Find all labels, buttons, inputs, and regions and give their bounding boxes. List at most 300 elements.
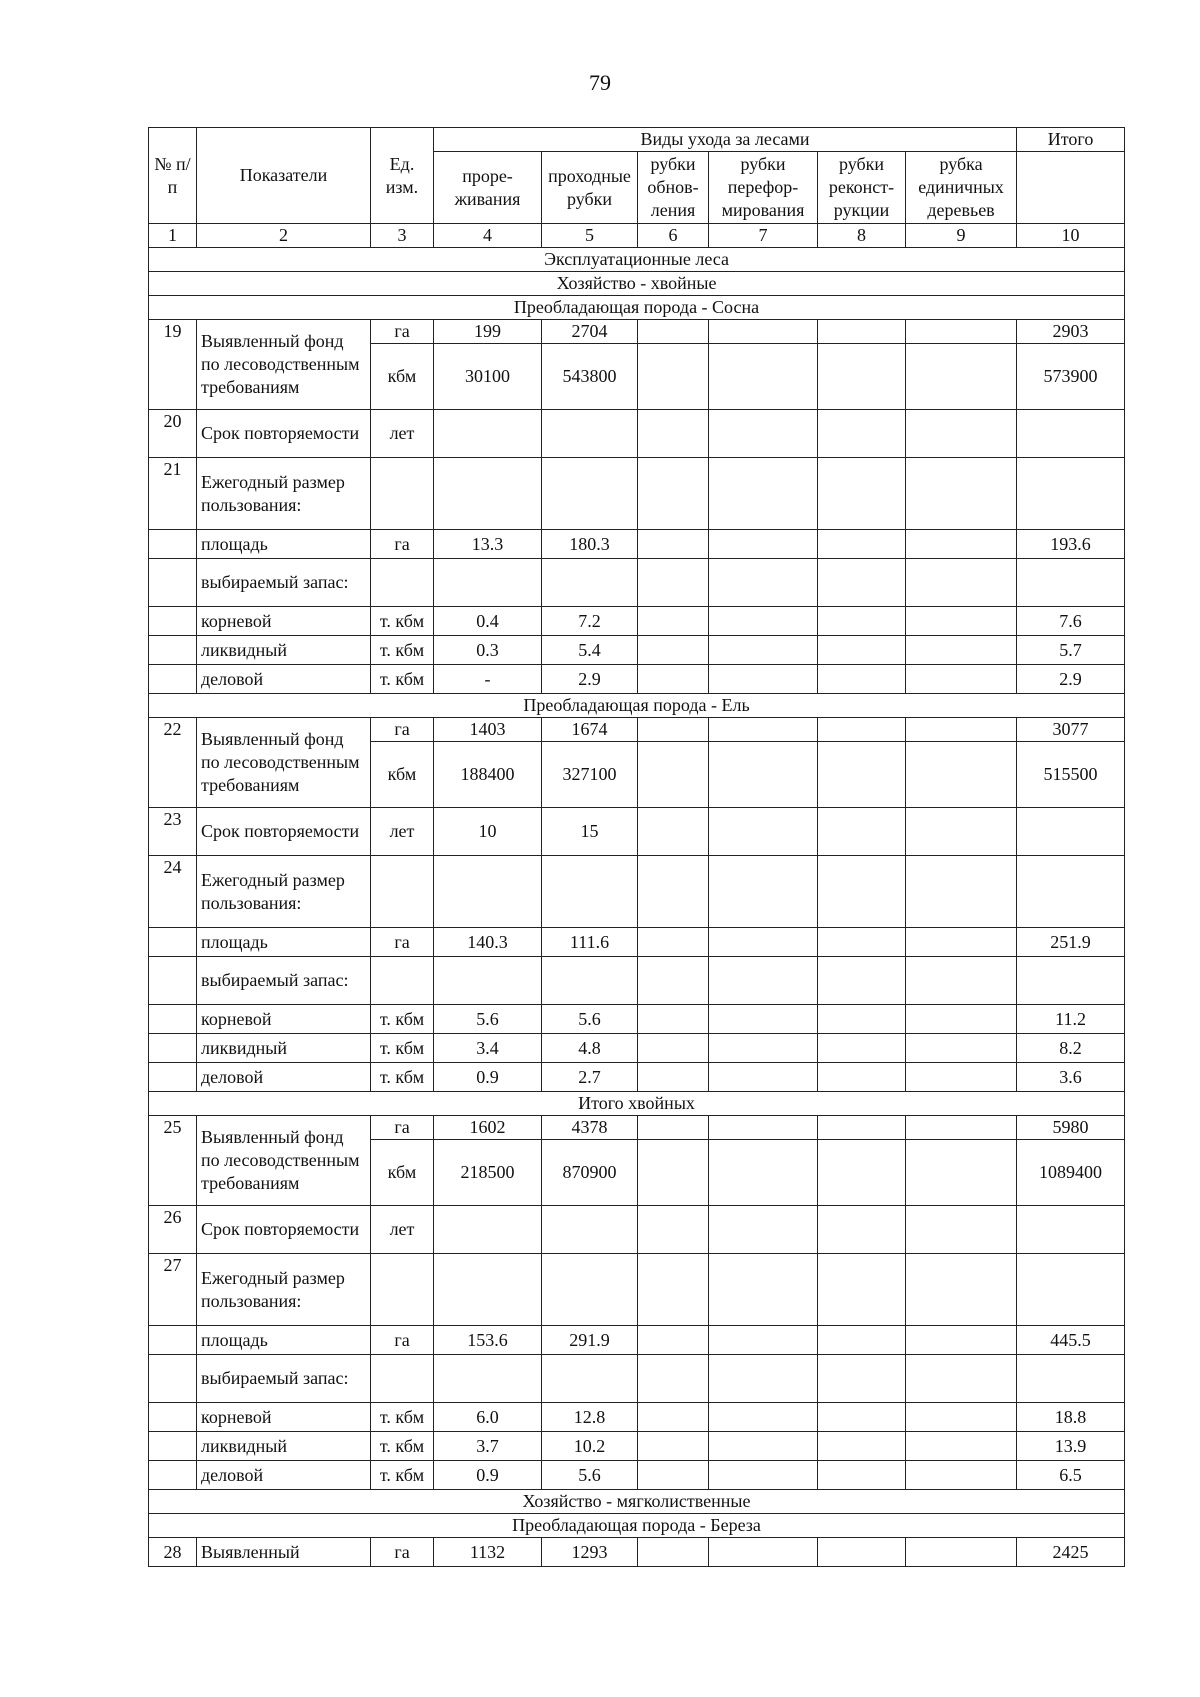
empty-cell [434, 1355, 542, 1403]
empty-cell [638, 344, 709, 410]
index-cell [149, 1063, 197, 1092]
empty-cell [818, 718, 906, 742]
unit-cell: т. кбм [371, 1403, 434, 1432]
unit-cell: кбм [371, 1140, 434, 1206]
empty-cell [638, 1034, 709, 1063]
empty-cell [638, 607, 709, 636]
empty-cell [638, 1326, 709, 1355]
empty-cell [638, 1116, 709, 1140]
value-passage [542, 1206, 638, 1254]
empty-cell [906, 718, 1017, 742]
unit-cell: т. кбм [371, 636, 434, 665]
empty-cell [709, 1461, 818, 1490]
value-thinning: 5.6 [434, 1005, 542, 1034]
indicator-label: выбираемый запас: [197, 559, 371, 607]
unit-cell: т. кбм [371, 1005, 434, 1034]
value-thinning: 188400 [434, 742, 542, 808]
empty-cell [906, 1206, 1017, 1254]
empty-cell [434, 856, 542, 928]
unit-cell: га [371, 928, 434, 957]
section-title: Преобладающая порода - Ель [149, 694, 1125, 718]
table-row [149, 1355, 1125, 1403]
header-total-empty [1017, 152, 1125, 224]
table-row [149, 928, 1125, 957]
empty-cell [709, 1140, 818, 1206]
empty-cell [818, 1326, 906, 1355]
unit-cell: т. кбм [371, 665, 434, 694]
unit-cell: т. кбм [371, 1461, 434, 1490]
empty-cell [638, 530, 709, 559]
empty-cell [638, 1432, 709, 1461]
section-row [149, 1490, 1125, 1514]
empty-cell [906, 1063, 1017, 1092]
empty-cell [906, 928, 1017, 957]
empty-cell [906, 530, 1017, 559]
indicator-label: площадь [197, 928, 371, 957]
value-total: 8.2 [1017, 1034, 1125, 1063]
value-thinning: 6.0 [434, 1403, 542, 1432]
header-row-1 [149, 128, 1125, 152]
empty-cell [542, 559, 638, 607]
unit-cell: га [371, 530, 434, 559]
empty-cell [709, 1355, 818, 1403]
value-total: 3.6 [1017, 1063, 1125, 1092]
value-passage [542, 410, 638, 458]
index-cell: 28 [149, 1538, 197, 1567]
empty-cell [818, 856, 906, 928]
value-total: 7.6 [1017, 607, 1125, 636]
index-cell [149, 1461, 197, 1490]
empty-cell [638, 1461, 709, 1490]
empty-cell [818, 607, 906, 636]
col-number: 1 [149, 224, 197, 248]
empty-cell [818, 665, 906, 694]
empty-cell [542, 458, 638, 530]
indicator-label: площадь [197, 1326, 371, 1355]
empty-cell [906, 1461, 1017, 1490]
value-thinning: 3.7 [434, 1432, 542, 1461]
empty-cell [709, 1116, 818, 1140]
empty-cell [371, 1355, 434, 1403]
empty-cell [709, 636, 818, 665]
empty-cell [1017, 808, 1125, 856]
empty-cell [709, 1254, 818, 1326]
value-total: 1089400 [1017, 1140, 1125, 1206]
table-row [149, 1403, 1125, 1432]
value-thinning: 13.3 [434, 530, 542, 559]
empty-cell [906, 410, 1017, 458]
indicator-label: Ежегодный размер пользования: [197, 458, 371, 530]
empty-cell [906, 1538, 1017, 1567]
table-row [149, 458, 1125, 530]
header-group: Виды ухода за лесами [434, 128, 1017, 152]
empty-cell [709, 808, 818, 856]
empty-cell [906, 1140, 1017, 1206]
value-thinning [434, 1206, 542, 1254]
value-total: 18.8 [1017, 1403, 1125, 1432]
value-total: 515500 [1017, 742, 1125, 808]
empty-cell [638, 410, 709, 458]
value-total: 11.2 [1017, 1005, 1125, 1034]
value-passage: 180.3 [542, 530, 638, 559]
empty-cell [638, 665, 709, 694]
index-cell [149, 1326, 197, 1355]
empty-cell [709, 1432, 818, 1461]
table-row [149, 856, 1125, 928]
section-title: Преобладающая порода - Сосна [149, 296, 1125, 320]
table-row [149, 957, 1125, 1005]
empty-cell [371, 1254, 434, 1326]
empty-cell [709, 344, 818, 410]
section-row [149, 296, 1125, 320]
value-thinning: 153.6 [434, 1326, 542, 1355]
empty-cell [638, 928, 709, 957]
value-total: 445.5 [1017, 1326, 1125, 1355]
table-row [149, 1432, 1125, 1461]
table-row [149, 1034, 1125, 1063]
empty-cell [434, 1254, 542, 1326]
table-row [149, 1005, 1125, 1034]
value-passage: 4.8 [542, 1034, 638, 1063]
empty-cell [638, 320, 709, 344]
indicator-label: Ежегодный размер пользования: [197, 1254, 371, 1326]
indicator-label: деловой [197, 1461, 371, 1490]
empty-cell [818, 1063, 906, 1092]
col-number: 5 [542, 224, 638, 248]
section-title: Хозяйство - хвойные [149, 272, 1125, 296]
table-row [149, 559, 1125, 607]
unit-cell: га [371, 1538, 434, 1567]
empty-cell [709, 530, 818, 559]
empty-cell [906, 344, 1017, 410]
indicator-label: Выявленный [197, 1538, 371, 1567]
empty-cell [542, 957, 638, 1005]
header-type-thinning: проре-живания [434, 152, 542, 224]
empty-cell [1017, 1254, 1125, 1326]
index-cell [149, 928, 197, 957]
indicator-label: ликвидный [197, 1432, 371, 1461]
empty-cell [709, 1403, 818, 1432]
indicator-label: ликвидный [197, 1034, 371, 1063]
empty-cell [818, 1461, 906, 1490]
index-cell [149, 1432, 197, 1461]
empty-cell [906, 1005, 1017, 1034]
empty-cell [1017, 856, 1125, 928]
section-title: Итого хвойных [149, 1092, 1125, 1116]
empty-cell [638, 1538, 709, 1567]
index-cell: 23 [149, 808, 197, 856]
empty-cell [818, 344, 906, 410]
empty-cell [709, 1005, 818, 1034]
index-cell: 20 [149, 410, 197, 458]
empty-cell [638, 718, 709, 742]
empty-cell [906, 1254, 1017, 1326]
empty-cell [709, 718, 818, 742]
value-passage: 327100 [542, 742, 638, 808]
empty-cell [371, 957, 434, 1005]
value-passage: 543800 [542, 344, 638, 410]
empty-cell [818, 559, 906, 607]
empty-cell [434, 957, 542, 1005]
empty-cell [709, 320, 818, 344]
table-row [149, 1254, 1125, 1326]
col-number: 4 [434, 224, 542, 248]
indicator-label: выбираемый запас: [197, 957, 371, 1005]
col-number: 8 [818, 224, 906, 248]
empty-cell [906, 665, 1017, 694]
empty-cell [709, 458, 818, 530]
unit-cell: лет [371, 808, 434, 856]
empty-cell [638, 458, 709, 530]
value-total: 6.5 [1017, 1461, 1125, 1490]
empty-cell [371, 856, 434, 928]
col-number: 2 [197, 224, 371, 248]
empty-cell [818, 410, 906, 458]
index-cell [149, 1403, 197, 1432]
empty-cell [638, 1005, 709, 1034]
empty-cell [906, 1034, 1017, 1063]
indicator-label: Срок повторяемости [197, 410, 371, 458]
value-passage: 5.6 [542, 1005, 638, 1034]
empty-cell [818, 957, 906, 1005]
value-total: 5.7 [1017, 636, 1125, 665]
indicator-label: Выявленный фонд по лесоводственным требованиям [197, 1116, 371, 1206]
empty-cell [818, 320, 906, 344]
empty-cell [818, 1355, 906, 1403]
value-total: 573900 [1017, 344, 1125, 410]
indicator-label: корневой [197, 1005, 371, 1034]
section-title: Эксплуатационные леса [149, 248, 1125, 272]
unit-cell: т. кбм [371, 607, 434, 636]
index-cell [149, 1355, 197, 1403]
value-passage: 5.6 [542, 1461, 638, 1490]
column-number-row [149, 224, 1125, 248]
empty-cell [638, 957, 709, 1005]
unit-cell: га [371, 320, 434, 344]
empty-cell [818, 1116, 906, 1140]
page-number: 79 [589, 70, 611, 95]
unit-cell: кбм [371, 742, 434, 808]
value-thinning: 140.3 [434, 928, 542, 957]
value-thinning: 0.9 [434, 1461, 542, 1490]
empty-cell [818, 808, 906, 856]
empty-cell [638, 559, 709, 607]
value-thinning: - [434, 665, 542, 694]
empty-cell [434, 458, 542, 530]
empty-cell [638, 1063, 709, 1092]
value-total: 193.6 [1017, 530, 1125, 559]
empty-cell [638, 636, 709, 665]
empty-cell [906, 1326, 1017, 1355]
empty-cell [542, 1355, 638, 1403]
empty-cell [818, 1538, 906, 1567]
header-type-renewal: рубки обнов-ления [638, 152, 709, 224]
index-cell: 25 [149, 1116, 197, 1206]
value-passage: 10.2 [542, 1432, 638, 1461]
value-total: 3077 [1017, 718, 1125, 742]
unit-cell: га [371, 718, 434, 742]
indicator-label: деловой [197, 1063, 371, 1092]
empty-cell [818, 1034, 906, 1063]
empty-cell [371, 559, 434, 607]
empty-cell [638, 1140, 709, 1206]
empty-cell [709, 665, 818, 694]
col-number: 10 [1017, 224, 1125, 248]
value-passage: 291.9 [542, 1326, 638, 1355]
unit-cell: га [371, 1116, 434, 1140]
unit-cell: т. кбм [371, 1034, 434, 1063]
empty-cell [638, 1355, 709, 1403]
empty-cell [818, 458, 906, 530]
header-type-passage: проходные рубки [542, 152, 638, 224]
empty-cell [906, 320, 1017, 344]
empty-cell [638, 1206, 709, 1254]
value-thinning: 10 [434, 808, 542, 856]
empty-cell [906, 458, 1017, 530]
value-total: 13.9 [1017, 1432, 1125, 1461]
section-row [149, 248, 1125, 272]
value-passage: 2.9 [542, 665, 638, 694]
table-row [149, 1538, 1125, 1567]
empty-cell [709, 1063, 818, 1092]
empty-cell [1017, 1206, 1125, 1254]
indicator-label: площадь [197, 530, 371, 559]
empty-cell [638, 1254, 709, 1326]
value-thinning: 199 [434, 320, 542, 344]
index-cell: 19 [149, 320, 197, 410]
value-thinning: 30100 [434, 344, 542, 410]
empty-cell [542, 856, 638, 928]
index-cell: 24 [149, 856, 197, 928]
index-cell [149, 607, 197, 636]
empty-cell [818, 530, 906, 559]
value-thinning: 0.3 [434, 636, 542, 665]
empty-cell [818, 1254, 906, 1326]
empty-cell [542, 1254, 638, 1326]
unit-cell: кбм [371, 344, 434, 410]
indicator-label: Срок повторяемости [197, 808, 371, 856]
empty-cell [1017, 1355, 1125, 1403]
unit-cell: т. кбм [371, 1432, 434, 1461]
header-total: Итого [1017, 128, 1125, 152]
col-number: 6 [638, 224, 709, 248]
empty-cell [709, 856, 818, 928]
header-num: № п/п [149, 128, 197, 224]
header-type-single-trees: рубка единичных деревьев [906, 152, 1017, 224]
value-passage: 1674 [542, 718, 638, 742]
col-number: 7 [709, 224, 818, 248]
empty-cell [709, 559, 818, 607]
header-unit: Ед. изм. [371, 128, 434, 224]
value-passage: 2.7 [542, 1063, 638, 1092]
header-indicators: Показатели [197, 128, 371, 224]
table-row [149, 530, 1125, 559]
empty-cell [818, 1140, 906, 1206]
index-cell [149, 559, 197, 607]
value-thinning: 218500 [434, 1140, 542, 1206]
table-row [149, 607, 1125, 636]
table-row [149, 1116, 1125, 1140]
section-row [149, 272, 1125, 296]
empty-cell [906, 607, 1017, 636]
empty-cell [818, 1403, 906, 1432]
empty-cell [906, 559, 1017, 607]
header-type-reformation: рубки перефор-мирования [709, 152, 818, 224]
index-cell [149, 957, 197, 1005]
table-row [149, 1063, 1125, 1092]
empty-cell [906, 808, 1017, 856]
value-passage: 870900 [542, 1140, 638, 1206]
empty-cell [818, 1432, 906, 1461]
empty-cell [638, 808, 709, 856]
index-cell [149, 1034, 197, 1063]
empty-cell [371, 458, 434, 530]
value-thinning: 1602 [434, 1116, 542, 1140]
value-total: 2.9 [1017, 665, 1125, 694]
empty-cell [709, 1538, 818, 1567]
col-number: 3 [371, 224, 434, 248]
empty-cell [906, 742, 1017, 808]
table-row [149, 1206, 1125, 1254]
value-passage: 111.6 [542, 928, 638, 957]
empty-cell [906, 1432, 1017, 1461]
table-row [149, 718, 1125, 742]
index-cell: 26 [149, 1206, 197, 1254]
value-thinning: 0.4 [434, 607, 542, 636]
value-passage: 1293 [542, 1538, 638, 1567]
value-thinning: 0.9 [434, 1063, 542, 1092]
empty-cell [1017, 458, 1125, 530]
indicator-label: Срок повторяемости [197, 1206, 371, 1254]
value-thinning [434, 410, 542, 458]
col-number: 9 [906, 224, 1017, 248]
empty-cell [638, 856, 709, 928]
index-cell [149, 530, 197, 559]
empty-cell [906, 636, 1017, 665]
index-cell [149, 1005, 197, 1034]
unit-cell: лет [371, 1206, 434, 1254]
table-row [149, 1461, 1125, 1490]
value-passage: 7.2 [542, 607, 638, 636]
empty-cell [818, 636, 906, 665]
indicator-label: корневой [197, 1403, 371, 1432]
empty-cell [906, 856, 1017, 928]
value-passage: 2704 [542, 320, 638, 344]
table-row [149, 410, 1125, 458]
empty-cell [709, 742, 818, 808]
value-thinning: 3.4 [434, 1034, 542, 1063]
empty-cell [818, 1005, 906, 1034]
index-cell: 22 [149, 718, 197, 808]
value-total: 2425 [1017, 1538, 1125, 1567]
unit-cell: т. кбм [371, 1063, 434, 1092]
empty-cell [1017, 559, 1125, 607]
table-body [149, 128, 1125, 1567]
empty-cell [709, 1326, 818, 1355]
indicator-label: Выявленный фонд по лесоводственным требованиям [197, 718, 371, 808]
section-row [149, 1514, 1125, 1538]
empty-cell [638, 1403, 709, 1432]
empty-cell [709, 410, 818, 458]
empty-cell [1017, 957, 1125, 1005]
value-total: 2903 [1017, 320, 1125, 344]
value-passage: 15 [542, 808, 638, 856]
indicator-label: ликвидный [197, 636, 371, 665]
value-total: 251.9 [1017, 928, 1125, 957]
indicator-label: выбираемый запас: [197, 1355, 371, 1403]
forest-care-table [148, 127, 1125, 1567]
empty-cell [818, 742, 906, 808]
